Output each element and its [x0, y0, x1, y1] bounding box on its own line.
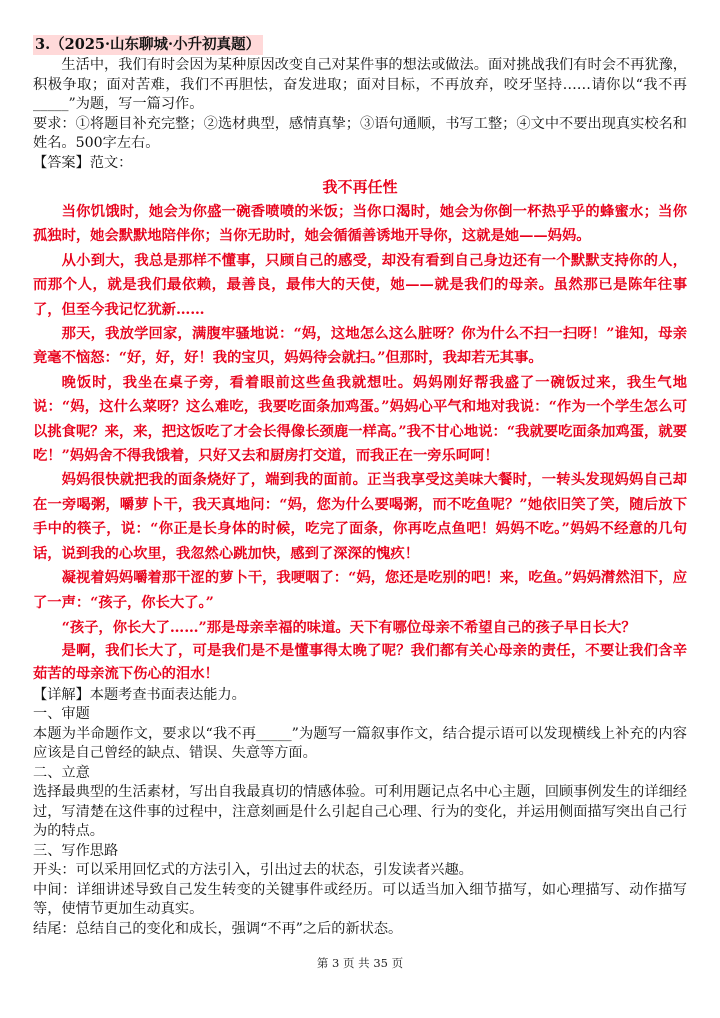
- question-requirements: 要求：①将题目补充完整；②选材典型，感情真挚；③语句通顺，书写工整；④文中不要出现真实校名和姓名。500字左右。: [33, 115, 687, 151]
- essay-title: 我不再任性: [322, 178, 398, 196]
- analysis-section-2-text: 选择最典型的生活素材，写出自我最真切的情感体验。可利用题记点名中心主题，回顾事例发生的详细经过，写清楚在这件事的过程中，注意刻画是什么引起自己心理、行为的变化，并运用侧面描写突出自己行为的特点。: [33, 784, 687, 840]
- analysis-label: 【详解】本题考查书面表达能力。: [33, 686, 246, 703]
- analysis-section-1-text: 本题为半命题作文，要求以“我不再_____”为题写一篇叙事作文，结合提示语可以发现横线上补充的内容应该是自己曾经的缺点、错误、失意等方面。: [33, 725, 687, 762]
- analysis-section-2-title: 二、立意: [33, 764, 90, 781]
- page-footer: 第 3 页 共 35 页: [316, 956, 404, 970]
- question-header: 3.（2025·山东聊城·小升初真题）: [33, 35, 263, 55]
- analysis-middle: 中间：详细讲述导致自己发生转变的关键事件或经历。可以适当加入细节描写，如心理描写、动作描写等，使情节更加生动真实。: [33, 881, 687, 918]
- essay-paragraph-4: 晚饭时，我坐在桌子旁，看着眼前这些鱼我就想吐。妈妈刚好帮我盛了一碗饭过来，我生气地说：“妈，这什么菜呀？这么难吃，我要吃面条加鸡蛋。”妈妈心平气和地对我说：“作为一个学生怎么可以挑食呢？来，来，把这饭吃了才会长得像长颈鹿一样高。”我不甘心地说：“我就要吃面条加鸡蛋，就要吃！”妈妈舍不得我饿着，只好又去和厨房打交道，而我正在一旁乐呵呵！: [33, 374, 687, 465]
- essay-paragraph-3: 那天，我放学回家，满腹牢骚地说：“妈，这地怎么这么脏呀？你为什么不扫一扫呀！”谁知，母亲竟毫不恼怒：“好，好，好！我的宝贝，妈妈待会就扫。”但那时，我却若无其事。: [33, 326, 687, 367]
- analysis-start: 开头：可以采用回忆式的方法引入，引出过去的状态，引发读者兴趣。: [33, 862, 473, 879]
- essay-closing-2: 是啊，我们长大了，可是我们是不是懂事得太晚了呢？我们都有关心母亲的责任，不要让我们含辛茹苦的母亲流下伤心的泪水！: [33, 642, 687, 682]
- document-page: [33, 34, 687, 939]
- essay-paragraph-5: 妈妈很快就把我的面条烧好了，端到我的面前。正当我享受这美味大餐时，一转头发现妈妈自己却在一旁喝粥，嚼萝卜干，我天真地问：“妈，您为什么要喝粥，而不吃鱼呢？”她依旧笑了笑，随后放下手中的筷子，说：“你正是长身体的时候，吃完了面条，你再吃点鱼吧！妈妈不吃。”妈妈不经意的几句话，说到我的心坎里，我忽然心跳加快，感到了深深的愧疚！: [33, 472, 687, 562]
- answer-label: 【答案】范文：: [33, 154, 133, 171]
- essay-paragraph-1: 当你饥饿时，她会为你盛一碗香喷喷的米饭；当你口渴时，她会为你倒一杯热乎乎的蜂蜜水；当你孤独时，她会默默地陪伴你；当你无助时，她会循循善诱地开导你，这就是她——妈妈。: [33, 204, 687, 245]
- essay-paragraph-2: 从小到大，我总是那样不懂事，只顾自己的感受，却没有看到自己身边还有一个默默支持你的人，而那个人，就是我们最依赖，最善良，最伟大的天使，她——就是我们的母亲。虽然那已是陈年往事了，但至今我记忆犹新……: [33, 252, 687, 318]
- essay-closing-1: “孩子，你长大了……”那是母亲幸福的味道。天下有哪位母亲不希望自己的孩子早日长大？: [61, 619, 636, 636]
- analysis-section-3-title: 三、写作思路: [33, 842, 119, 859]
- question-prompt: 生活中，我们有时会因为某种原因改变自己对某件事的想法或做法。面对挑战我们有时会不再犹豫，积极争取；面对苦难，我们不再胆怯，奋发进取；面对目标，不再放弃，咬牙坚持……请你以“我不再_____”为题，写一篇习作。: [33, 57, 687, 112]
- analysis-end: 结尾：总结自己的变化和成长，强调“不再”之后的新状态。: [33, 920, 403, 937]
- analysis-section-1-title: 一、审题: [33, 706, 90, 723]
- essay-paragraph-6: 凝视着妈妈嚼着那干涩的萝卜干，我哽咽了：“妈，您还是吃别的吧！来，吃鱼。”妈妈潸然泪下，应了一声：“孩子，你长大了。”: [33, 570, 687, 611]
